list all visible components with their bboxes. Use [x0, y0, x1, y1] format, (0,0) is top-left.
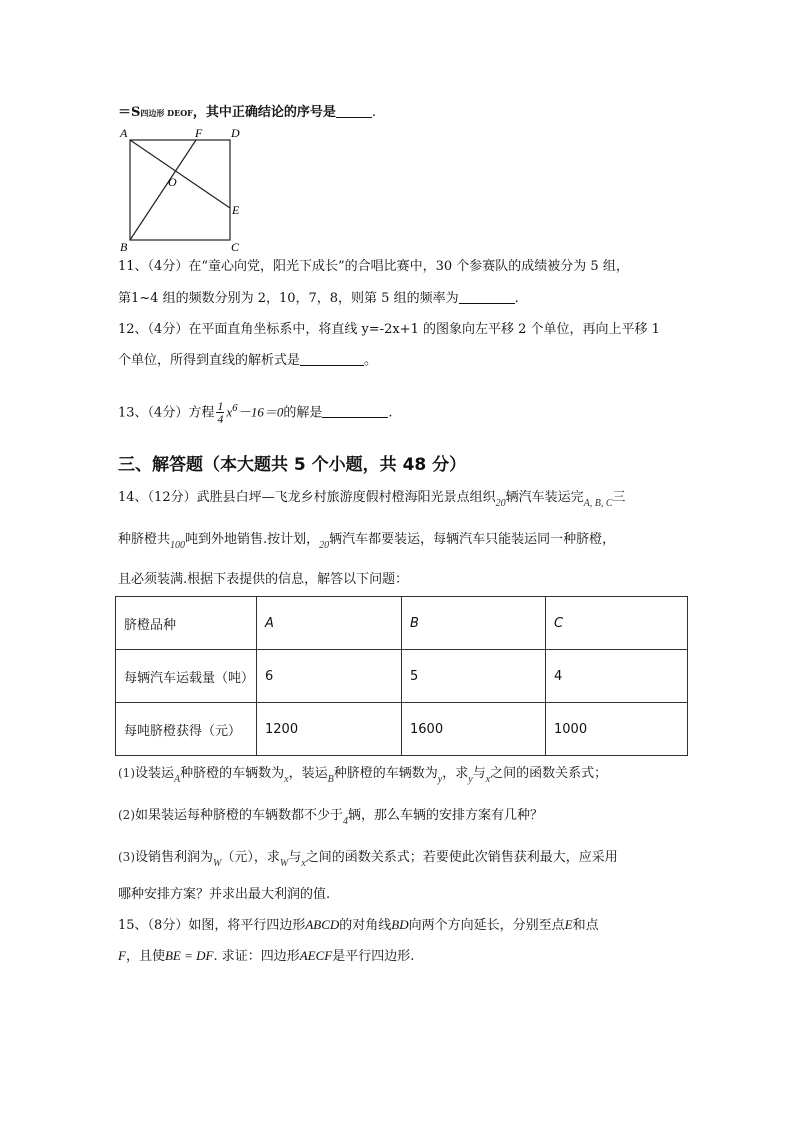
table-row	[116, 703, 688, 756]
table-cell: 1600	[402, 703, 546, 756]
sub1-line: (1)设装运$_A$种脐橙的车辆数为$_x$，装运$_B$种脐橙的车辆数为$_y$，求$_y$与$_x$之间的函数关系式；	[118, 766, 608, 785]
q14-line3: 且必须装满.根据下表提供的信息，解答以下问题：	[118, 572, 409, 587]
q14-line2: 种脐橙共$_{100}$吨到外地销售.按计划，$_{20}$辆汽车都要装运，每辆汽车只能装运同一种脐橙，	[118, 532, 616, 551]
table-row	[116, 597, 688, 650]
table-cell: 1000	[546, 703, 688, 756]
q14-line1: 14、（12分）武胜县白坪—飞龙乡村旅游度假村橙海阳光景点组织$_{20}$辆汽车装运完$_{A, B, C}$三	[118, 490, 626, 509]
sub2-line: (2)如果装运每种脐橙的车辆数都不少于$_4$辆，那么车辆的安排方案有几种？	[118, 808, 544, 827]
label-d: D	[231, 126, 240, 140]
q11-line2: 第1~4 组的频数分别为 2，10，7，8，则第 5 组的频率为 .	[118, 291, 519, 306]
q12-line2: 个单位，所得到直线的解析式是 。	[118, 353, 378, 368]
label-o: O	[168, 175, 177, 189]
table-cell: A	[257, 597, 402, 650]
sub3-line1: (3)设销售利润为$_W$（元），求$_W$与$_x$之间的函数关系式；若要使此次销售获利最大，应采用	[118, 850, 618, 869]
q13-line: 13、（4分）方程 $\frac{1}{4}$ $x^6-16=0$的解是 .	[118, 399, 393, 427]
label-a: A	[120, 126, 128, 140]
table-cell: B	[402, 597, 546, 650]
q15-line1: 15、（8分）如图，将平行四边形ABCD的对角线BD向两个方向延长，分别至点E和点	[118, 917, 599, 933]
answer-blank	[336, 104, 372, 118]
answer-blank	[300, 352, 364, 366]
label-c: C	[231, 240, 240, 254]
square-abcd	[130, 140, 230, 240]
table-cell: C	[546, 597, 688, 650]
segment-ae	[130, 140, 230, 208]
table-cell: 4	[546, 650, 688, 703]
table-cell: 6	[257, 650, 402, 703]
table-row	[116, 650, 688, 703]
label-b: B	[120, 240, 128, 254]
orange-table	[115, 596, 688, 756]
answer-blank	[322, 404, 388, 418]
q15-line2: F，且使BE = DF. 求证：四边形AECF是平行四边形.	[118, 948, 415, 964]
table-cell: 每吨脐橙获得（元）	[116, 703, 257, 756]
intro-line: ＝S四边形 DEOF，其中正确结论的序号是 .	[118, 105, 377, 120]
label-f: F	[195, 126, 203, 140]
segment-bf	[130, 140, 196, 240]
square-figure	[116, 126, 256, 254]
q11-line1: 11、（4分）在“童心向党，阳光下成长”的合唱比赛中，30 个参赛队的成绩被分为 5 组，	[118, 259, 629, 274]
table-cell: 每辆汽车运载量（吨）	[116, 650, 257, 703]
table-cell: 脐橙品种	[116, 597, 257, 650]
table-cell: 5	[402, 650, 546, 703]
q12-line1: 12、（4分）在平面直角坐标系中，将直线 y=-2x+1 的图象向左平移 2 个单位，再向上平移 1	[118, 322, 660, 337]
label-e: E	[232, 203, 240, 217]
fraction: $\frac{1}{4}$	[217, 399, 224, 427]
sub3-line2: 哪种安排方案？并求出最大利润的值.	[118, 887, 331, 902]
table-cell: 1200	[257, 703, 402, 756]
answer-blank	[459, 290, 515, 304]
section-heading: 三、解答题（本大题共 5 个小题，共 48 分）	[118, 455, 467, 475]
